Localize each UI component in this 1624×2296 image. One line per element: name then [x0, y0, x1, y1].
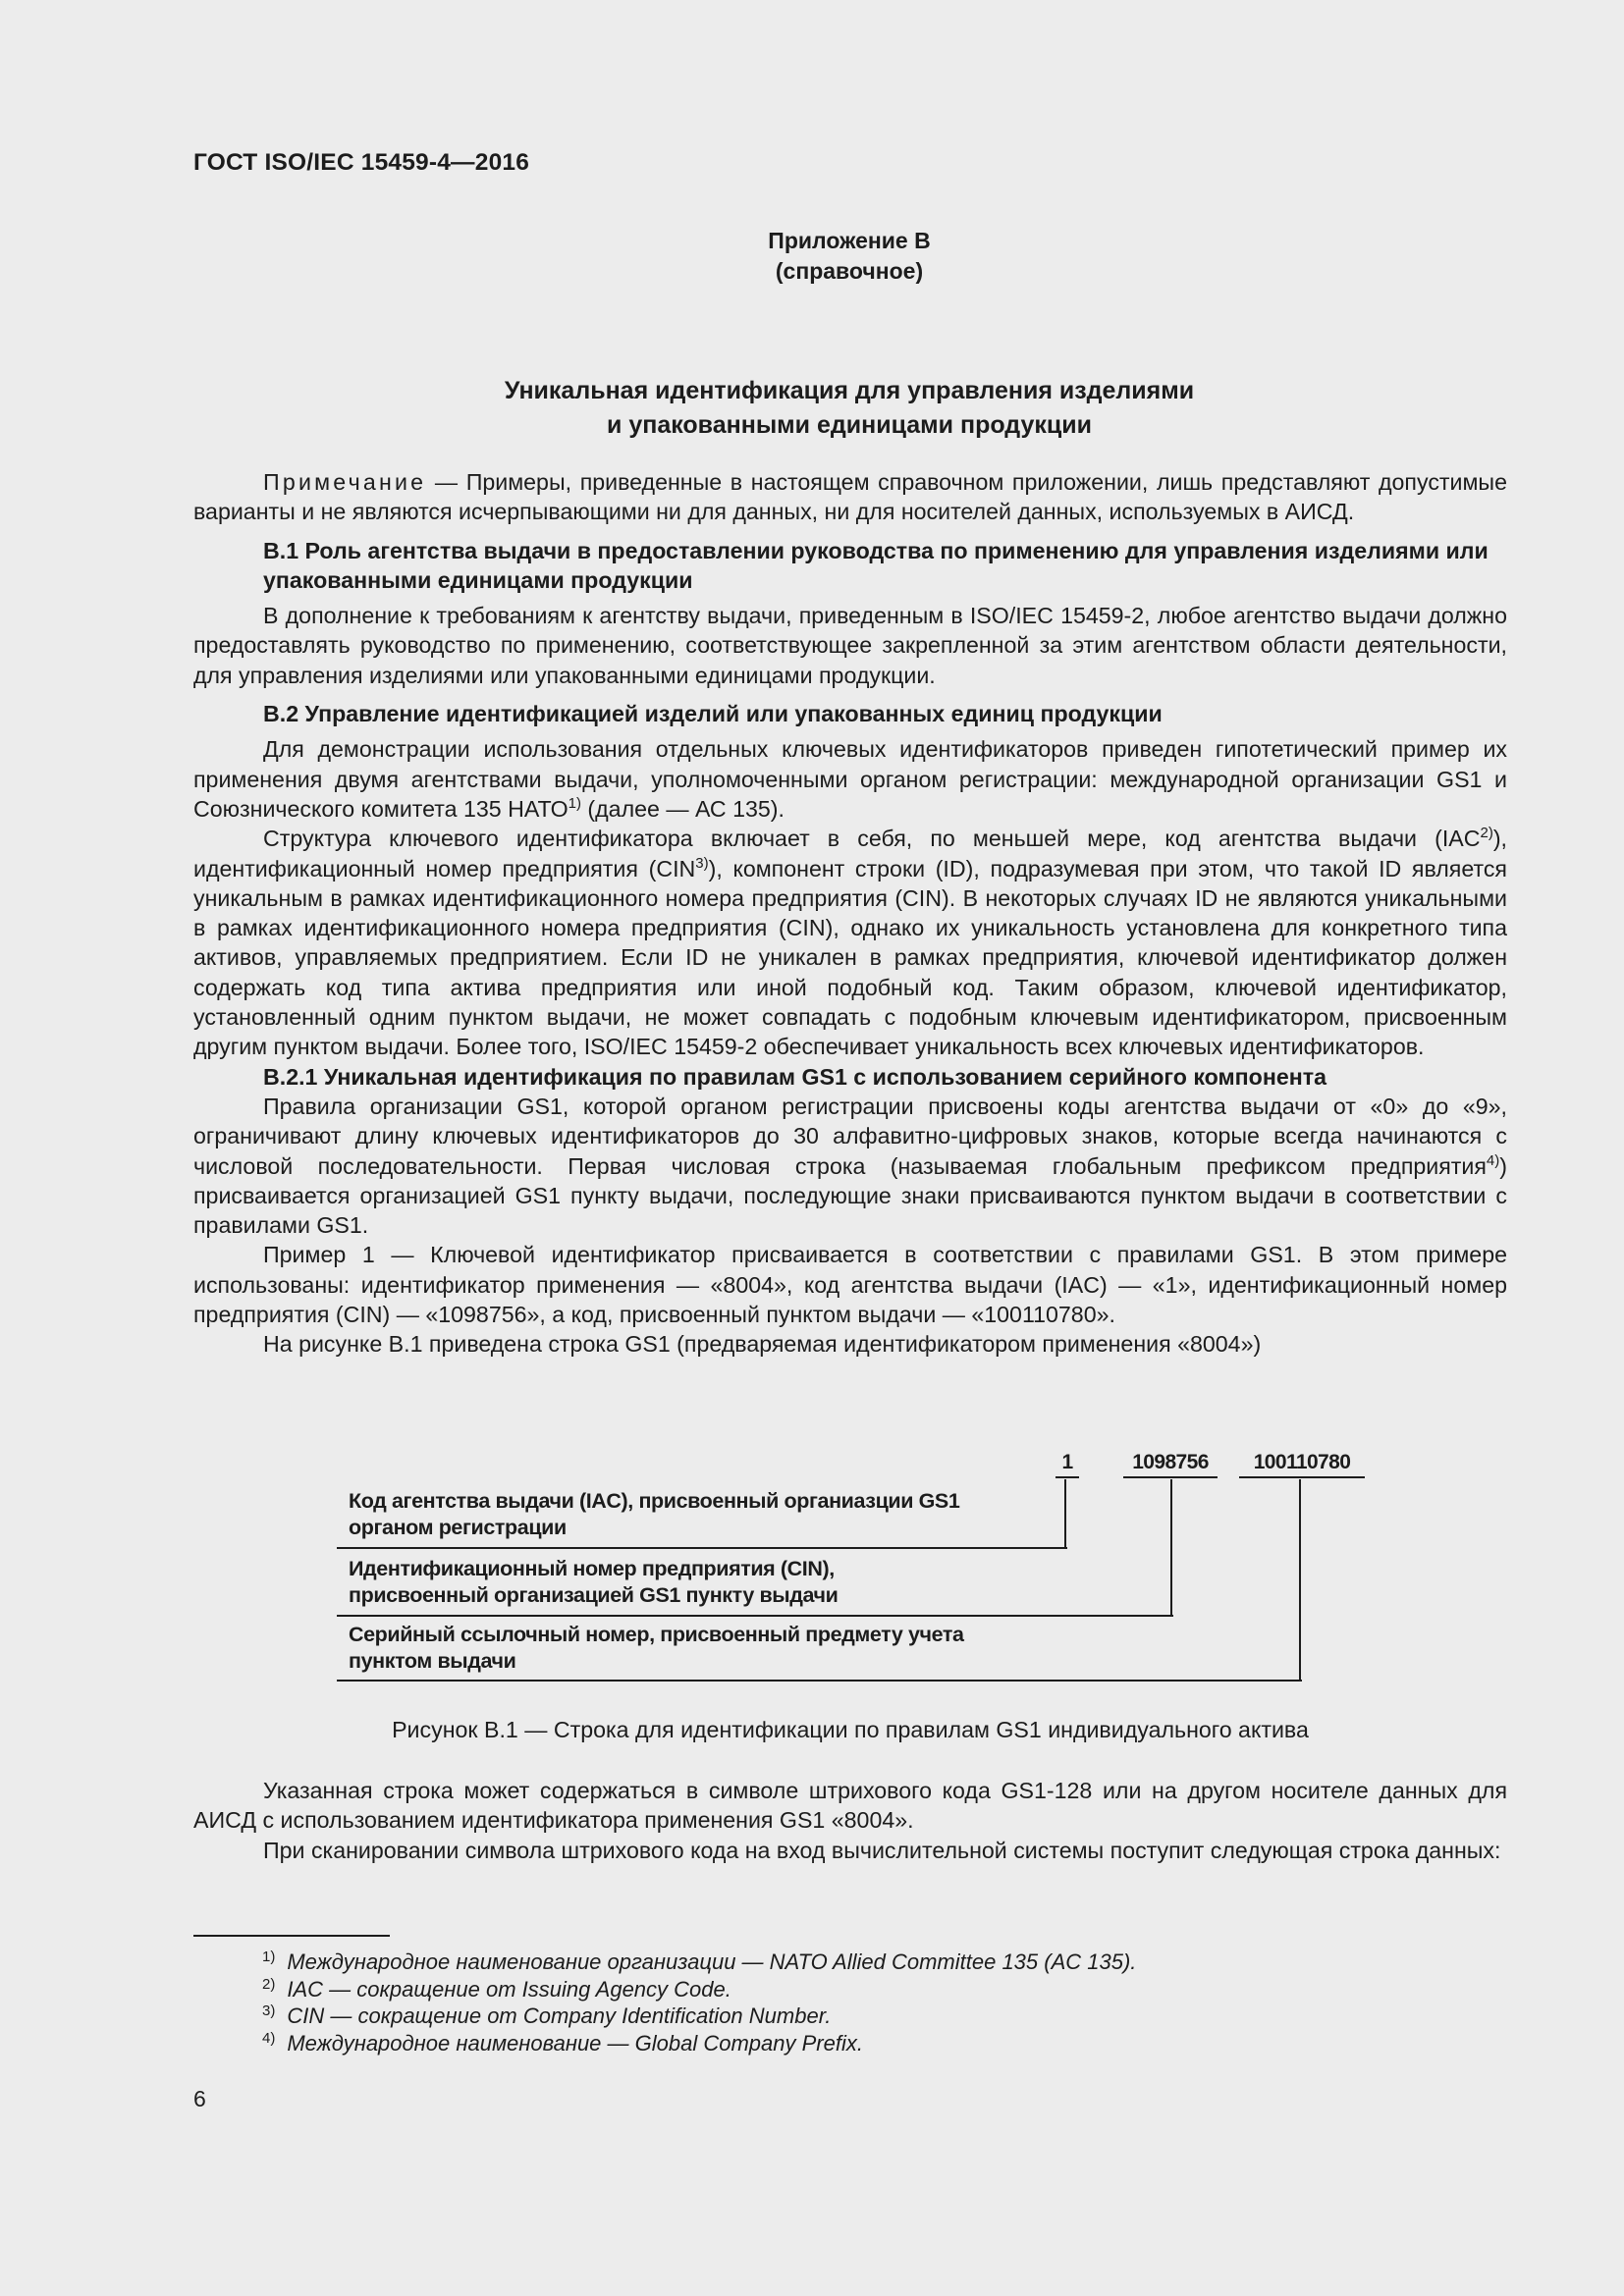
- page-title: [393, 374, 1306, 443]
- footnote-ref: 3): [695, 854, 709, 872]
- section-b1-paragraph: В дополнение к требованиям к агентству выдачи, приведенным в ISO/IEC 15459-2, любое агентство выдачи должно предоставлять руководство по применению, соответствующее закрепленной за этим агентством области деятельности, для управления изделиями или упакованными единицами продукции.: [193, 603, 1507, 688]
- connector-serial-horizontal: [337, 1680, 1302, 1682]
- standard-header: ГОСТ ISO/IEC 15459-4—2016: [193, 149, 530, 176]
- appendix-label: [550, 226, 1149, 287]
- body-text: [193, 467, 1507, 1360]
- footnote-2: $^{2)}$ IAC — сокращение от Issuing Agency Code.: [262, 1975, 731, 2002]
- footnote-3: $^{3)}$ CIN — сокращение от Company Identification Number.: [262, 2002, 832, 2028]
- connector-iac-vertical: [1064, 1479, 1066, 1549]
- connector-iac-horizontal: [337, 1547, 1067, 1549]
- note-label: Примечание: [263, 469, 427, 495]
- note-text: — Примеры, приведенные в настоящем справочном приложении, лишь представляют допустимые варианты и не являются исчерпывающими ни для данных, ни для носителей данных, используемых в АИСД.: [193, 469, 1507, 525]
- section-b21-heading: В.2.1 Уникальная идентификация по правилам GS1 с использованием серийного компонента: [263, 1063, 1326, 1090]
- section-b2-paragraph-2: Структура ключевого идентификатора включает в себя, по меньшей мере, код агентства выдачи (IAC$^{2)}$), идентификационный номер предприятия (CIN$^{3)}$), компонент строки (ID), подразумевая при этом, что такой ID является уникальным в рамках идентификационного номера предприятия (CIN). В некоторых случаях ID не являются уникальными в рамках идентификационного номера предприятия (CIN), однако их уникальность установлена для конкретного типа активов, управляемых предприятием. Если ID не уникален в рамках предприятия, ключевой идентификатор должен содержать код типа актива предприятия или иной подобный код. Таким образом, ключевой идентификатор, установленный одним пунктом выдачи, не может совпадать с подобным ключевым идентификатором, присвоенным другим пунктом выдачи. Более того, ISO/IEC 15459-2 обеспечивает уникальность всех ключевых идентификаторов.: [193, 825, 1507, 1060]
- footnote-divider: [193, 1935, 390, 1937]
- section-b21-paragraph-1: Правила организации GS1, которой органом регистрации присвоены коды агентства выдачи от «0» до «9», ограничивают длину ключевых идентификаторов до 30 алфавитно-цифровых знаков, которые всегда начинаются с числовой последовательности. Первая числовая строка (называемая глобальным префиксом предприятия$^{4)}$) присваивается организацией GS1 пункту выдачи, последующие знаки присваиваются пунктом выдачи в соответствии с правилами GS1.: [193, 1093, 1507, 1239]
- section-b2-heading: В.2 Управление идентификацией изделий или упакованных единиц продукции: [263, 701, 1163, 727]
- after-figure-paragraph-2: При сканировании символа штрихового кода на вход вычислительной системы поступит следующая строка данных:: [263, 1837, 1501, 1863]
- after-figure-paragraph-1: Указанная строка может содержаться в символе штрихового кода GS1-128 или на другом носителе данных для АИСД с использованием идентификатора применения GS1 «8004».: [193, 1778, 1507, 1834]
- section-b1-heading: В.1 Роль агентства выдачи в предоставлении руководства по применению для управления изделиями или упакованными единицами продукции: [263, 537, 1489, 593]
- footnotes: [262, 1949, 1136, 2056]
- figure-value-iac: 1: [1056, 1451, 1079, 1478]
- section-b2-paragraph-1: Для демонстрации использования отдельных ключевых идентификаторов приведен гипотетический пример их применения двумя агентствами выдачи, уполномоченными органом регистрации: международной организации GS1 и Союзнического комитета 135 НАТО$^{1)}$ (далее — АС 135).: [193, 736, 1507, 822]
- appendix-type: (справочное): [775, 258, 924, 284]
- page-title-line-2: и упакованными единицами продукции: [607, 411, 1092, 439]
- footnote-ref: 2): [1480, 825, 1493, 842]
- figure-caption: Рисунок В.1 — Строка для идентификации по правилам GS1 индивидуального актива: [392, 1717, 1309, 1742]
- footnote-ref: 1): [568, 794, 581, 812]
- figure-label-cin: Идентификационный номер предприятия (CIN), присвоенный организацией GS1 пункту выдачи: [349, 1557, 839, 1607]
- figure-label-serial: Серийный ссылочный номер, присвоенный предмету учета пунктом выдачи: [349, 1623, 964, 1673]
- footnote-4: $^{4)}$ Международное наименование — Global Company Prefix.: [262, 2029, 863, 2056]
- page-title-line-1: Уникальная идентификация для управления изделиями: [504, 377, 1195, 404]
- page-number: 6: [193, 2086, 206, 2111]
- figure-value-cin: 1098756: [1123, 1451, 1218, 1478]
- note-paragraph: [193, 467, 1507, 527]
- footnote-ref: 4): [1486, 1151, 1500, 1169]
- appendix-title: Приложение В: [768, 228, 931, 253]
- body-text-continued: [193, 1776, 1507, 1865]
- example-paragraph: Пример 1 — Ключевой идентификатор присваивается в соответствии с правилами GS1. В этом примере использованы: идентификатор применения — «8004», код агентства выдачи (IAC) — «1», идентификационный номер предприятия (CIN) — «1098756», а код, присвоенный пунктом выдачи — «100110780».: [193, 1242, 1507, 1328]
- footnote-1: $^{1)}$ Международное наименование организации — NATO Allied Committee 135 (AC 135).: [262, 1949, 1137, 1974]
- figure-label-iac: Код агентства выдачи (IAC), присвоенный органиазции GS1 органом регистрации: [349, 1489, 960, 1539]
- figure-value-serial: 100110780: [1239, 1451, 1365, 1478]
- connector-cin-vertical: [1170, 1479, 1172, 1617]
- connector-cin-horizontal: [337, 1615, 1173, 1617]
- connector-serial-vertical: [1299, 1479, 1301, 1682]
- figure-intro-paragraph: На рисунке В.1 приведена строка GS1 (предваряемая идентификатором применения «8004»): [263, 1331, 1262, 1358]
